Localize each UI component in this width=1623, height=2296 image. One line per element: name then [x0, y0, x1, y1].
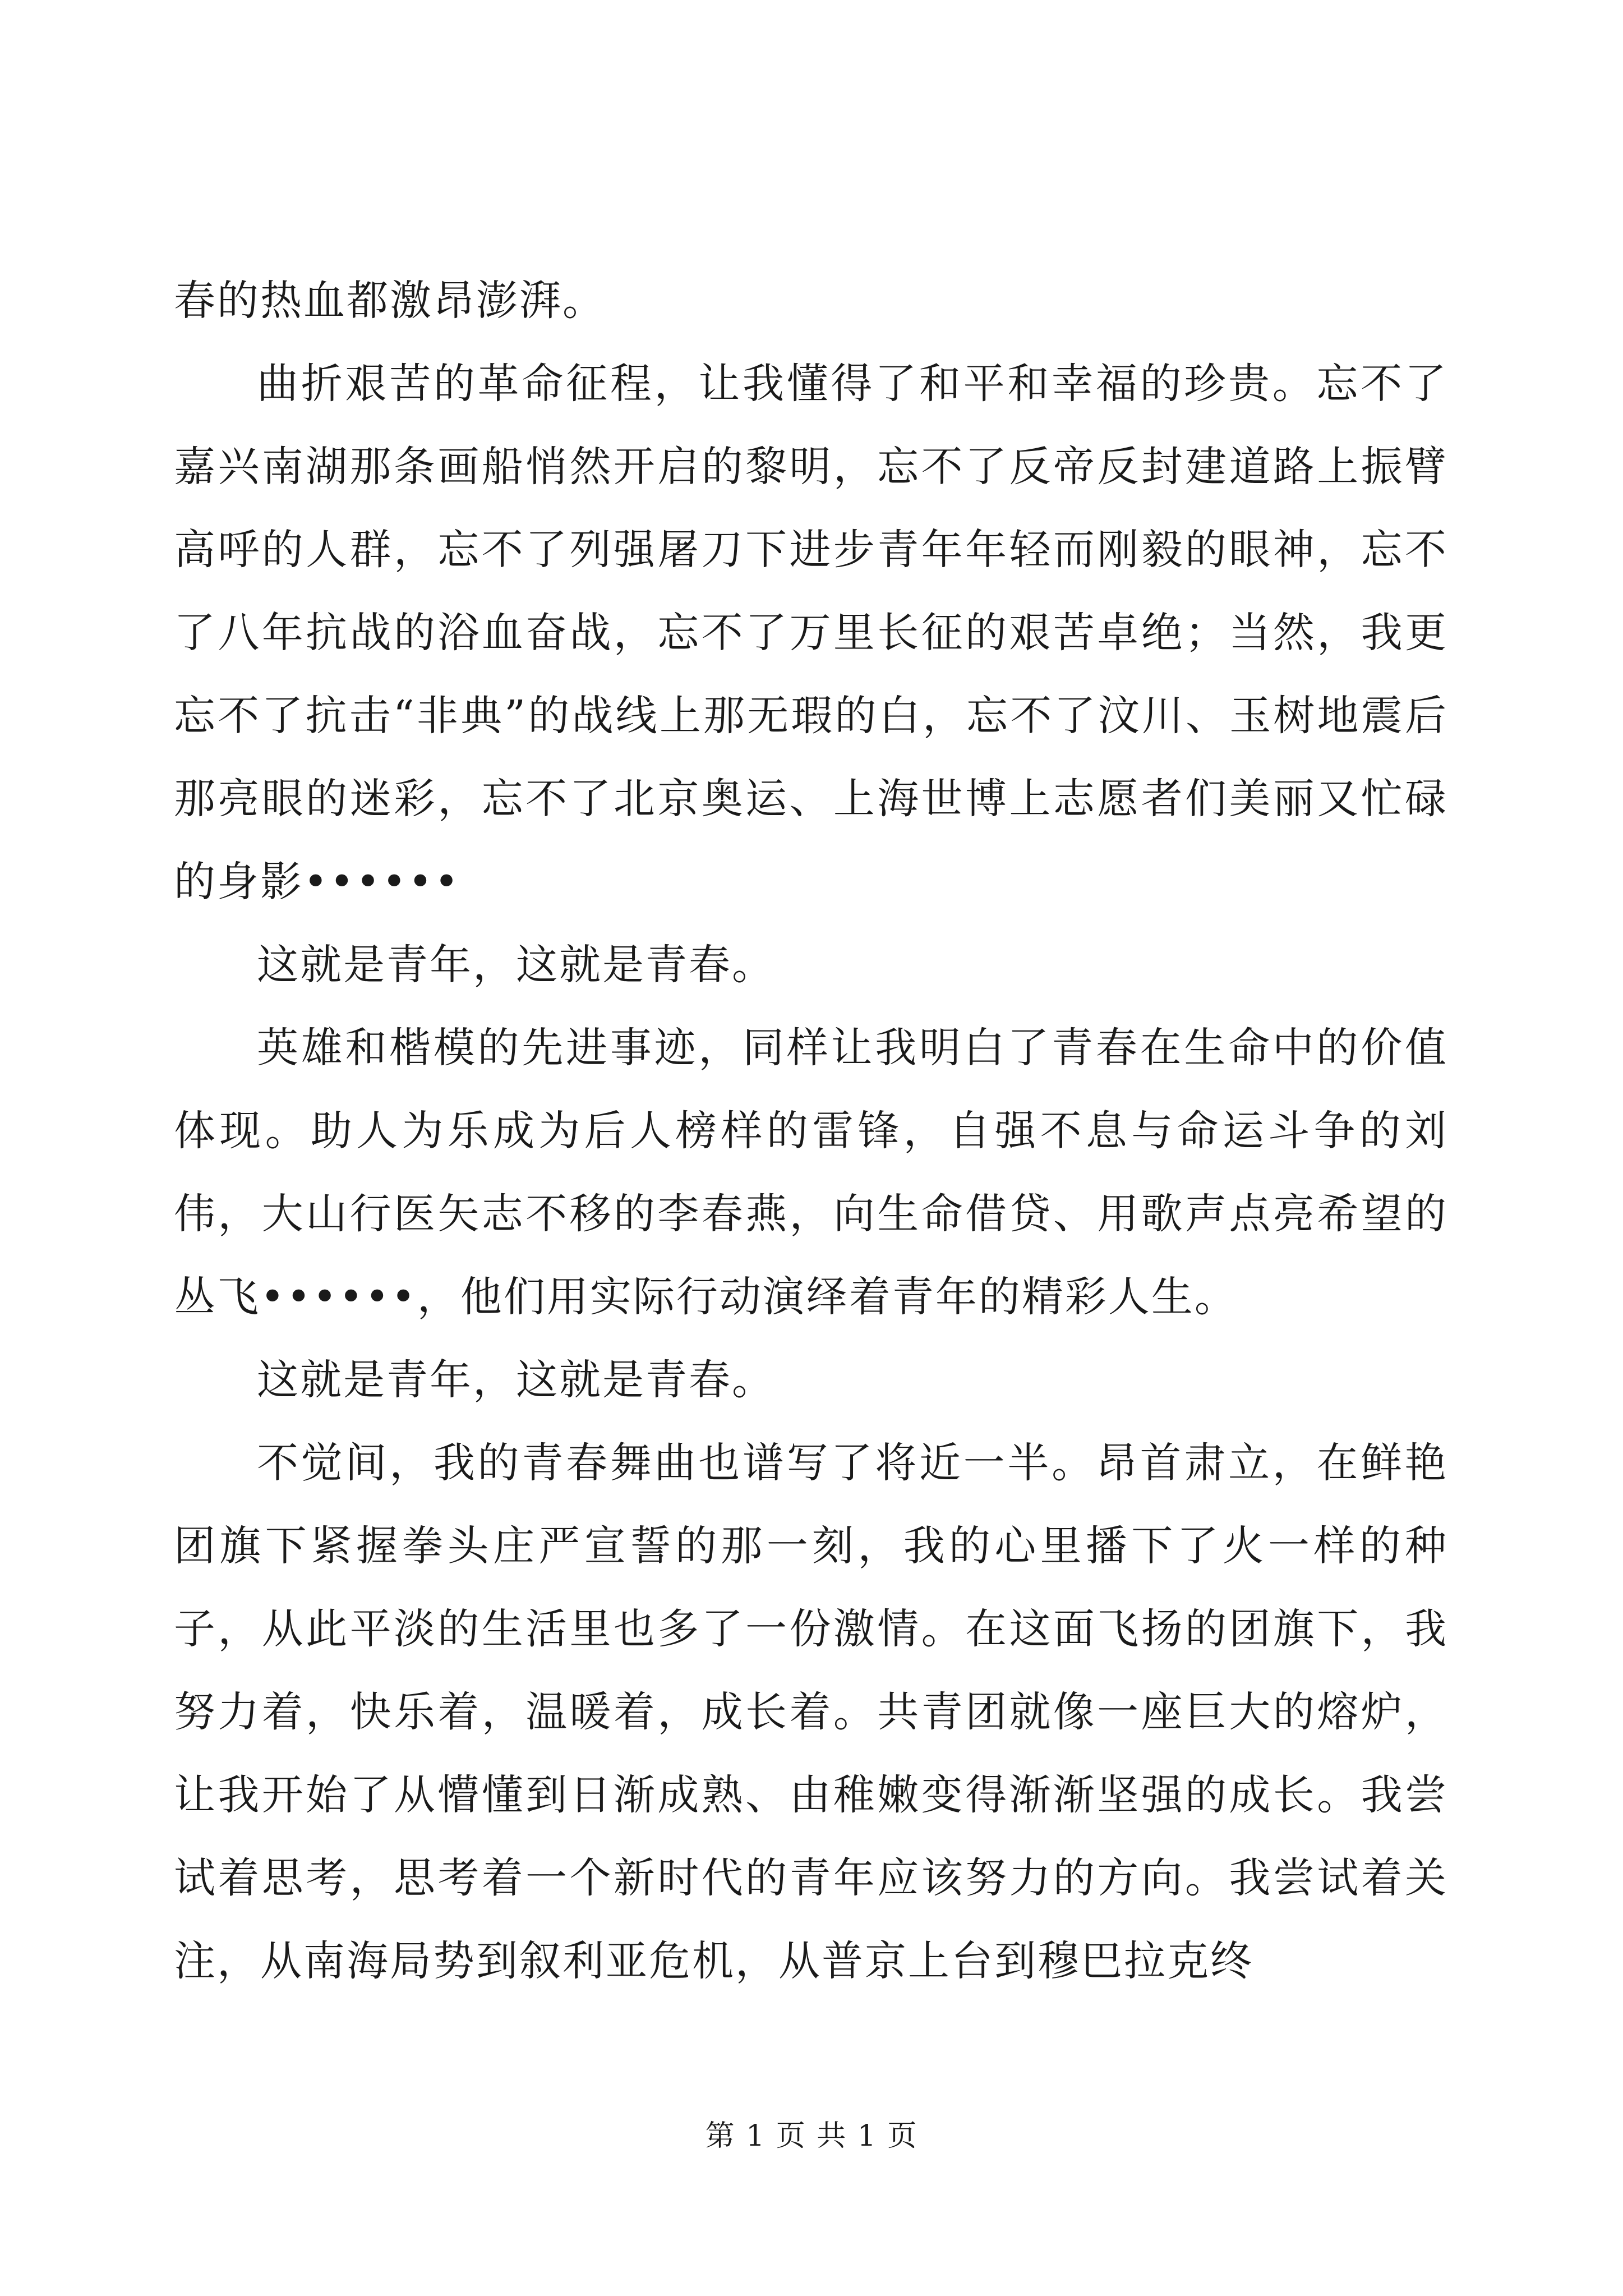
paragraph-2: 曲折艰苦的革命征程，让我懂得了和平和幸福的珍贵。忘不了嘉兴南湖那条画船悄然开启的黎明，忘不了反帝反封建道路上振臂高呼的人群，忘不了列强屠刀下进步青年年轻而刚毅的眼神，忘不了八年抗战的浴血奋战，忘不了万里长征的艰苦卓绝；当然，我更忘不了抗击“非典”的战线上那无瑕的白，忘不了汶川、玉树地震后那亮眼的迷彩，忘不了北京奥运、上海世博上志愿者们美丽又忙碌的身影••••••	[174, 360, 1448, 906]
paragraph-3: 这就是青年，这就是青春。	[257, 941, 775, 989]
paragraph-4: 英雄和楷模的先进事迹，同样让我明白了青春在生命中的价值体现。助人为乐成为后人榜样的雷锋，自强不息与命运斗争的刘伟，大山行医矢志不移的李春燕，向生命借贷、用歌声点亮希望的丛飞••••••，他们用实际行动演绎着青年的精彩人生。	[174, 1024, 1448, 1321]
document-body	[174, 259, 1448, 2003]
page-footer: 第 1 页 共 1 页	[705, 2119, 918, 2153]
paragraph-1: 春的热血都激昂澎湃。	[174, 277, 606, 325]
paragraph-5: 这就是青年，这就是青春。	[257, 1356, 775, 1404]
paragraph-6: 不觉间，我的青春舞曲也谱写了将近一半。昂首肃立，在鲜艳团旗下紧握拳头庄严宣誓的那一刻，我的心里播下了火一样的种子，从此平淡的生活里也多了一份激情。在这面飞扬的团旗下，我努力着，快乐着，温暖着，成长着。共青团就像一座巨大的熔炉，让我开始了从懵懂到日渐成熟、由稚嫩变得渐渐坚强的成长。我尝试着思考，思考着一个新时代的青年应该努力的方向。我尝试着关注，从南海局势到叙利亚危机，从普京上台到穆巴拉克终	[174, 1439, 1448, 1985]
